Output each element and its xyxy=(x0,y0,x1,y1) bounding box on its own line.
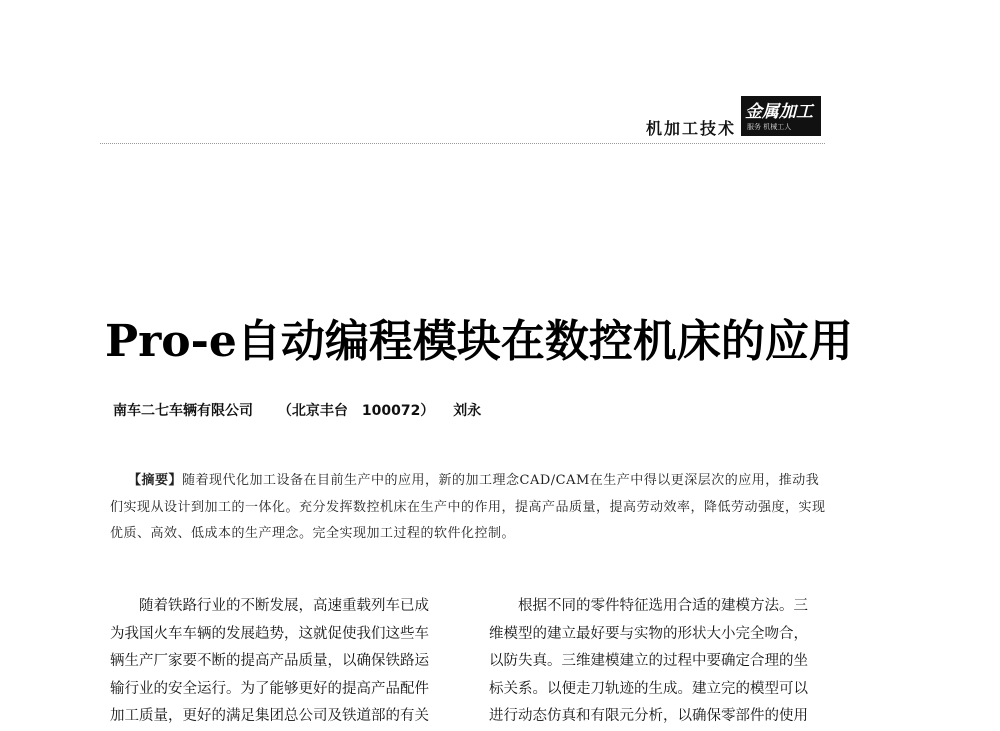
body-column-right xyxy=(489,593,839,731)
abstract-label: 【摘要】 xyxy=(128,473,183,488)
body-line: 维模型的建立最好要与实物的形状大小完全吻合， xyxy=(489,625,808,642)
abstract-text: 随着现代化加工设备在目前生产中的应用，新的加工理念CAD/CAM在生产中得以更深层次的应用，推动我们实现从设计到加工的一体化。充分发挥数控机床在生产中的作用，提高产品质量，提高劳动效率，降低劳动强度，实现优质、高效、低成本的生产理念。完全实现加工过程的软件化控制。 xyxy=(110,473,826,541)
header-rule xyxy=(100,143,825,144)
body-line: 为我国火车车辆的发展趋势，这就促使我们这些车 xyxy=(110,625,429,642)
body-line: 标关系。以便走刀轨迹的生成。建立完的模型可以 xyxy=(489,680,808,697)
logo-sub-text: 服务 机械工人 xyxy=(747,123,792,131)
byline xyxy=(113,400,481,420)
body-line: 辆生产厂家要不断的提高产品质量，以确保铁路运 xyxy=(110,653,429,669)
body-line: 随着铁路行业的不断发展，高速重载列车已成 xyxy=(110,598,429,614)
body-line: 进行动态仿真和有限元分析，以确保零部件的使用 xyxy=(489,708,808,724)
journal-logo xyxy=(741,96,821,136)
author-affiliation: 南车二七车辆有限公司 xyxy=(113,403,253,419)
article-title: Pro-e自动编程模块在数控机床的应用 xyxy=(105,316,853,367)
section-label: 机加工技术 xyxy=(646,119,737,138)
author-location: （北京丰台 100072） xyxy=(277,403,435,419)
body-line: 以防失真。三维建模建立的过程中要确定合理的坐 xyxy=(489,653,808,669)
body-line: 加工质量，更好的满足集团总公司及铁道部的有关 xyxy=(110,708,429,724)
logo-main-text: 金属加工 xyxy=(745,102,813,122)
author-name: 刘永 xyxy=(453,403,482,419)
body-line: 输行业的安全运行。为了能够更好的提高产品配件 xyxy=(110,680,429,697)
body-column-left xyxy=(110,593,460,731)
body-line: 根据不同的零件特征选用合适的建模方法。三 xyxy=(489,598,808,614)
abstract xyxy=(110,468,828,548)
